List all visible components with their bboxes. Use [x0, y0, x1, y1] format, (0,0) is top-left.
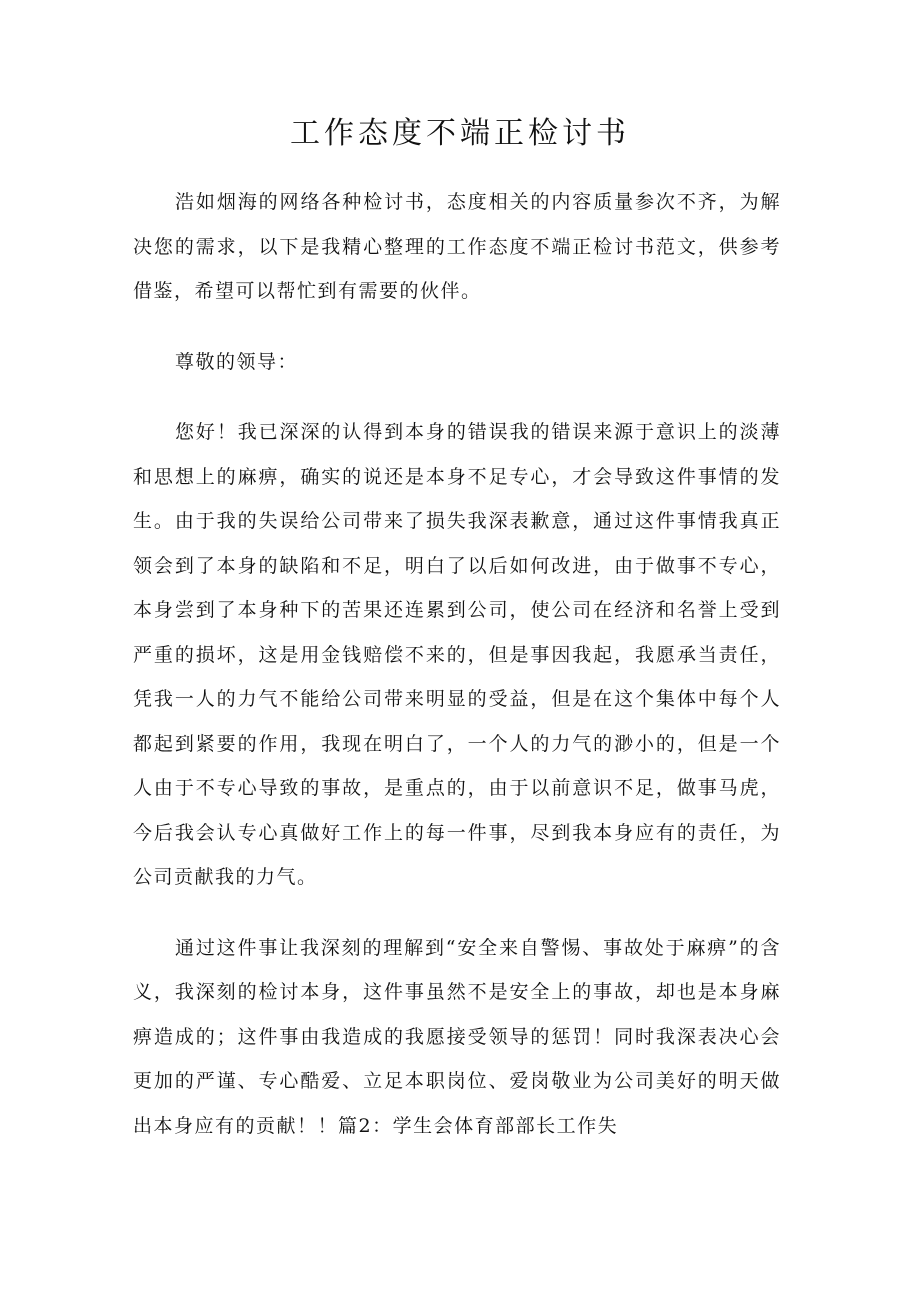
- closing-paragraph: 通过这件事让我深刻的理解到“安全来自警惕、事故处于麻痹”的含义，我深刻的检讨本身，这件事虽然不是安全上的事故，却也是本身麻痹造成的；这件事由我造成的我愿接受领导的惩罚！同时我深表决心会更加的严谨、专心酷爱、立足本职岗位、爱岗敬业为公司美好的明天做出本身应有的贡献！！篇2：学生会体育部部长工作失: [133, 936, 781, 1137]
- body-paragraph: 您好！我已深深的认得到本身的错误我的错误来源于意识上的淡薄和思想上的麻痹，确实的说还是本身不足专心，才会导致这件事情的发生。由于我的失误给公司带来了损失我深表歉意，通过这件事情我真正领会到了本身的缺陷和不足，明白了以后如何改进，由于做事不专心，本身尝到了本身种下的苦果还连累到公司，使公司在经济和名誉上受到严重的损坏，这是用金钱赔偿不来的，但是事因我起，我愿承当责任，凭我一人的力气不能给公司带来明显的受益，但是在这个集体中每个人都起到紧要的作用，我现在明白了，一个人的力气的渺小的，但是一个人由于不专心导致的事故，是重点的，由于以前意识不足，做事马虎，今后我会认专心真做好工作上的每一件事，尽到我本身应有的责任，为公司贡献我的力气。: [133, 421, 781, 888]
- document-body: [133, 180, 781, 1174]
- intro-paragraph: 浩如烟海的网络各种检讨书，态度相关的内容质量参次不齐，为解决您的需求，以下是我精心整理的工作态度不端正检讨书范文，供参考借鉴，希望可以帮忙到有需要的伙伴。: [133, 191, 781, 302]
- salutation: 尊敬的领导：: [175, 350, 299, 373]
- document-title: 工作态度不端正检讨书: [290, 116, 630, 151]
